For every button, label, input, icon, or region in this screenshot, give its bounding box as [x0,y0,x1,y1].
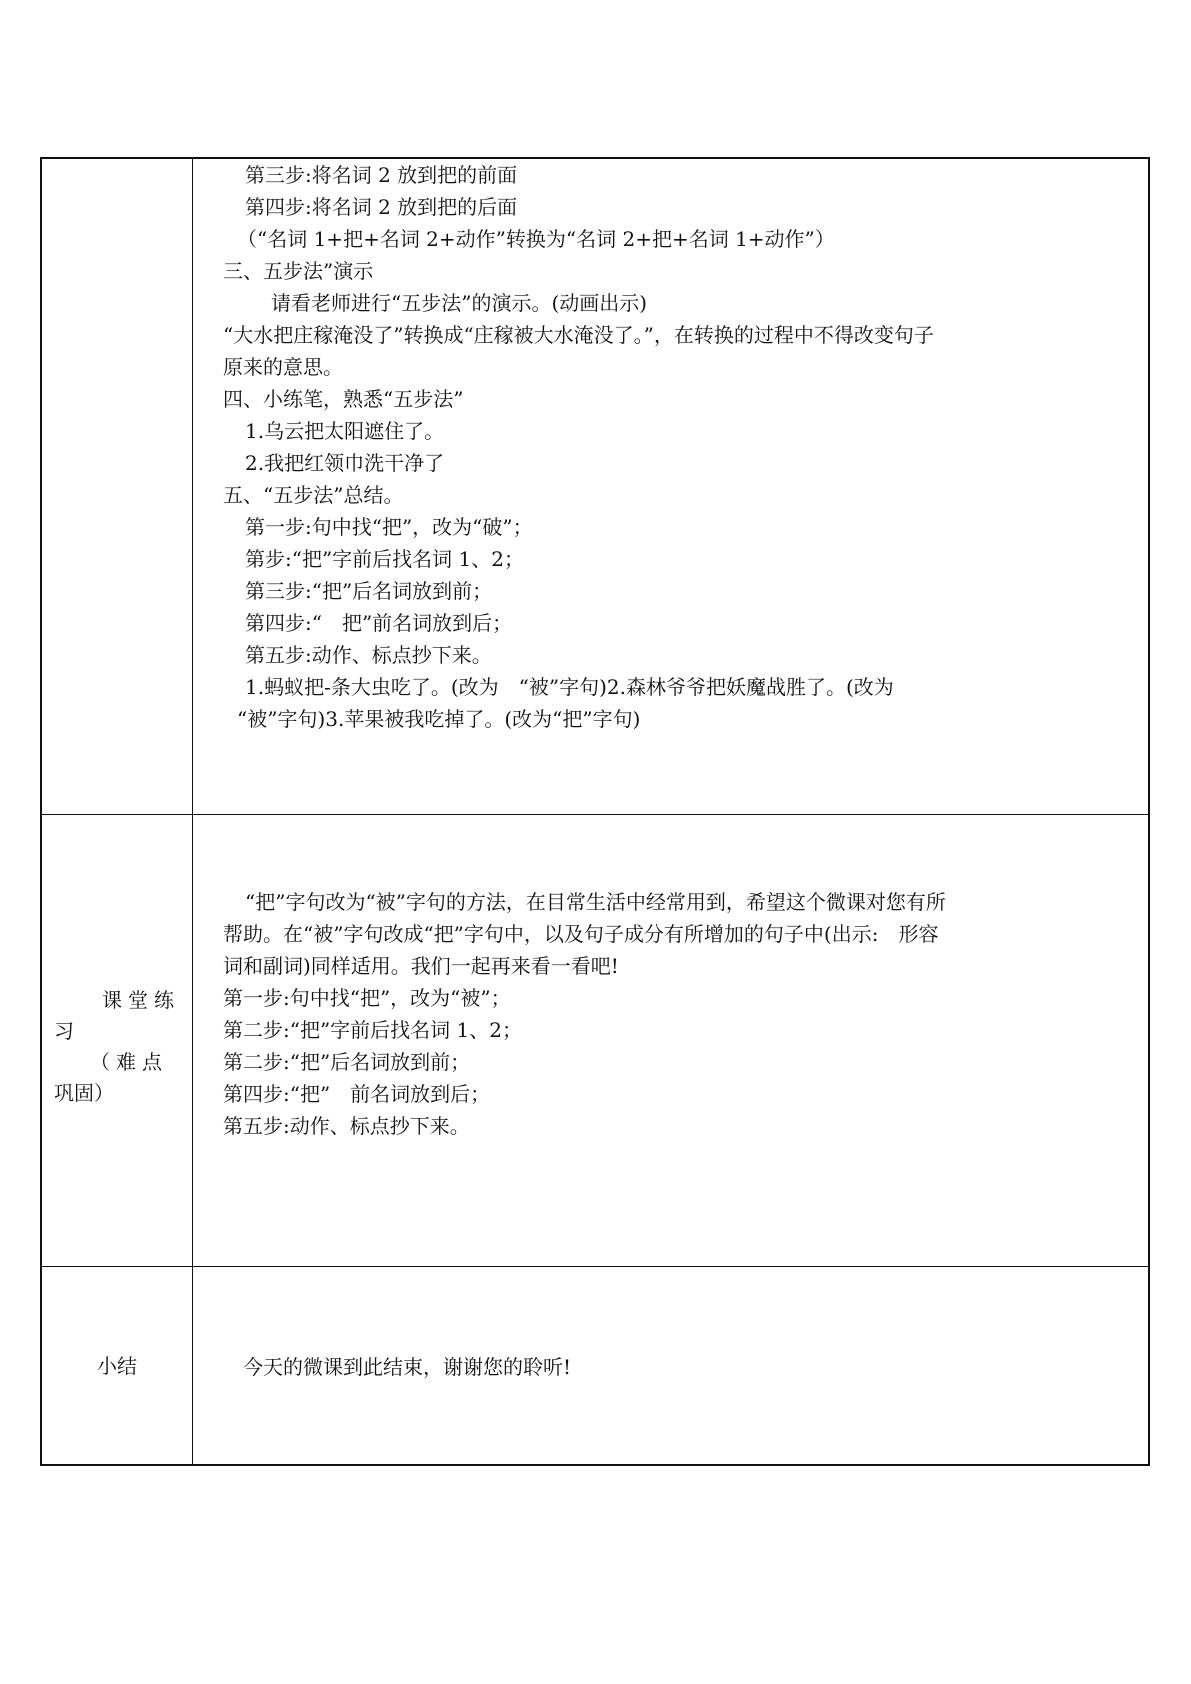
text-line: 第四步:“把” 前名词放到后； [223,1081,491,1106]
text-line: 1.蚂蚁把-条大虫吃了。(改为 “被”字句)2.森林爷爷把妖魔战胜了。(改为 [245,675,894,699]
summary-text: 今天的微课到此结束，谢谢您的聆听! [243,1354,572,1379]
text-line: 第三步:将名词 2 放到把的前面 [245,163,518,187]
text-line: 第五步:动作、标点抄下来。 [245,643,492,667]
text-line: 第三步:“把”后名词放到前； [245,579,493,603]
row-content-cell [193,814,1150,1266]
table-row [41,158,1149,814]
label-line: （难点 [90,1049,168,1074]
text-line: 第一步:句中找“把”，改为“被”； [223,985,511,1010]
text-line: 第四步:将名词 2 放到把的后面 [245,195,518,219]
practice-content [193,815,1148,1142]
label-line: 巩固） [54,1080,114,1105]
text-line: （“名词 1+把+名词 2+动作”转换为“名词 2+把+名词 1+动作”） [237,227,835,251]
summary-content [193,1267,1148,1383]
text-line: “大水把庄稼淹没了”转换成“庄稼被大水淹没了。”，在转换的过程中不得改变句子 [223,323,934,347]
text-line: 1.乌云把太阳遮住了。 [245,419,445,443]
row-content-cell [193,158,1150,814]
text-line: 2.我把红领巾洗干净了 [245,451,445,475]
practice-label [42,815,192,1109]
text-line: 第二步:“把”后名词放到前； [223,1049,471,1074]
text-line: 第一步:句中找“把”，改为“破”； [245,515,533,539]
text-line: “把”字句改为“被”字句的方法，在目常生活中经常用到，希望这个微课对您有所 [245,889,946,914]
row-content-cell [193,1266,1150,1465]
text-line: 词和副词)同样适用。我们一起再来看一看吧! [223,953,619,978]
text-line: 原来的意思。 [223,355,343,379]
table-row [41,814,1149,1266]
lesson-plan-table [40,157,1150,1466]
text-line: 第四步:“ 把”前名词放到后； [245,611,513,635]
text-line: 第五步:动作、标点抄下来。 [223,1113,470,1138]
text-line: 第二步:“把”字前后找名词 1、2； [223,1017,522,1042]
section-heading: 五、“五步法”总结。 [223,483,404,507]
text-line: “被”字句)3.苹果被我吃掉了。(改为“把”字句) [237,707,641,731]
row-label-cell [41,158,193,814]
section-heading: 四、小练笔，熟悉“五步法” [223,387,464,411]
text-line: 第步:“把”字前后找名词 1、2； [245,547,524,571]
summary-label: 小结 [97,1353,137,1378]
label-line: 习 [54,1018,74,1043]
row-label-cell [41,814,193,1266]
row-label-cell [41,1266,193,1465]
text-line: 帮助。在“被”字句改成“把”字句中，以及句子成分有所增加的句子中(出示: 形容 [223,921,939,946]
table-row [41,1266,1149,1465]
label-line: 课堂练 [102,987,180,1012]
text-line: 请看老师进行“五步法”的演示。(动画出示) [271,291,648,315]
section-heading: 三、五步法”演示 [223,259,374,283]
teaching-steps-content [193,159,1148,735]
